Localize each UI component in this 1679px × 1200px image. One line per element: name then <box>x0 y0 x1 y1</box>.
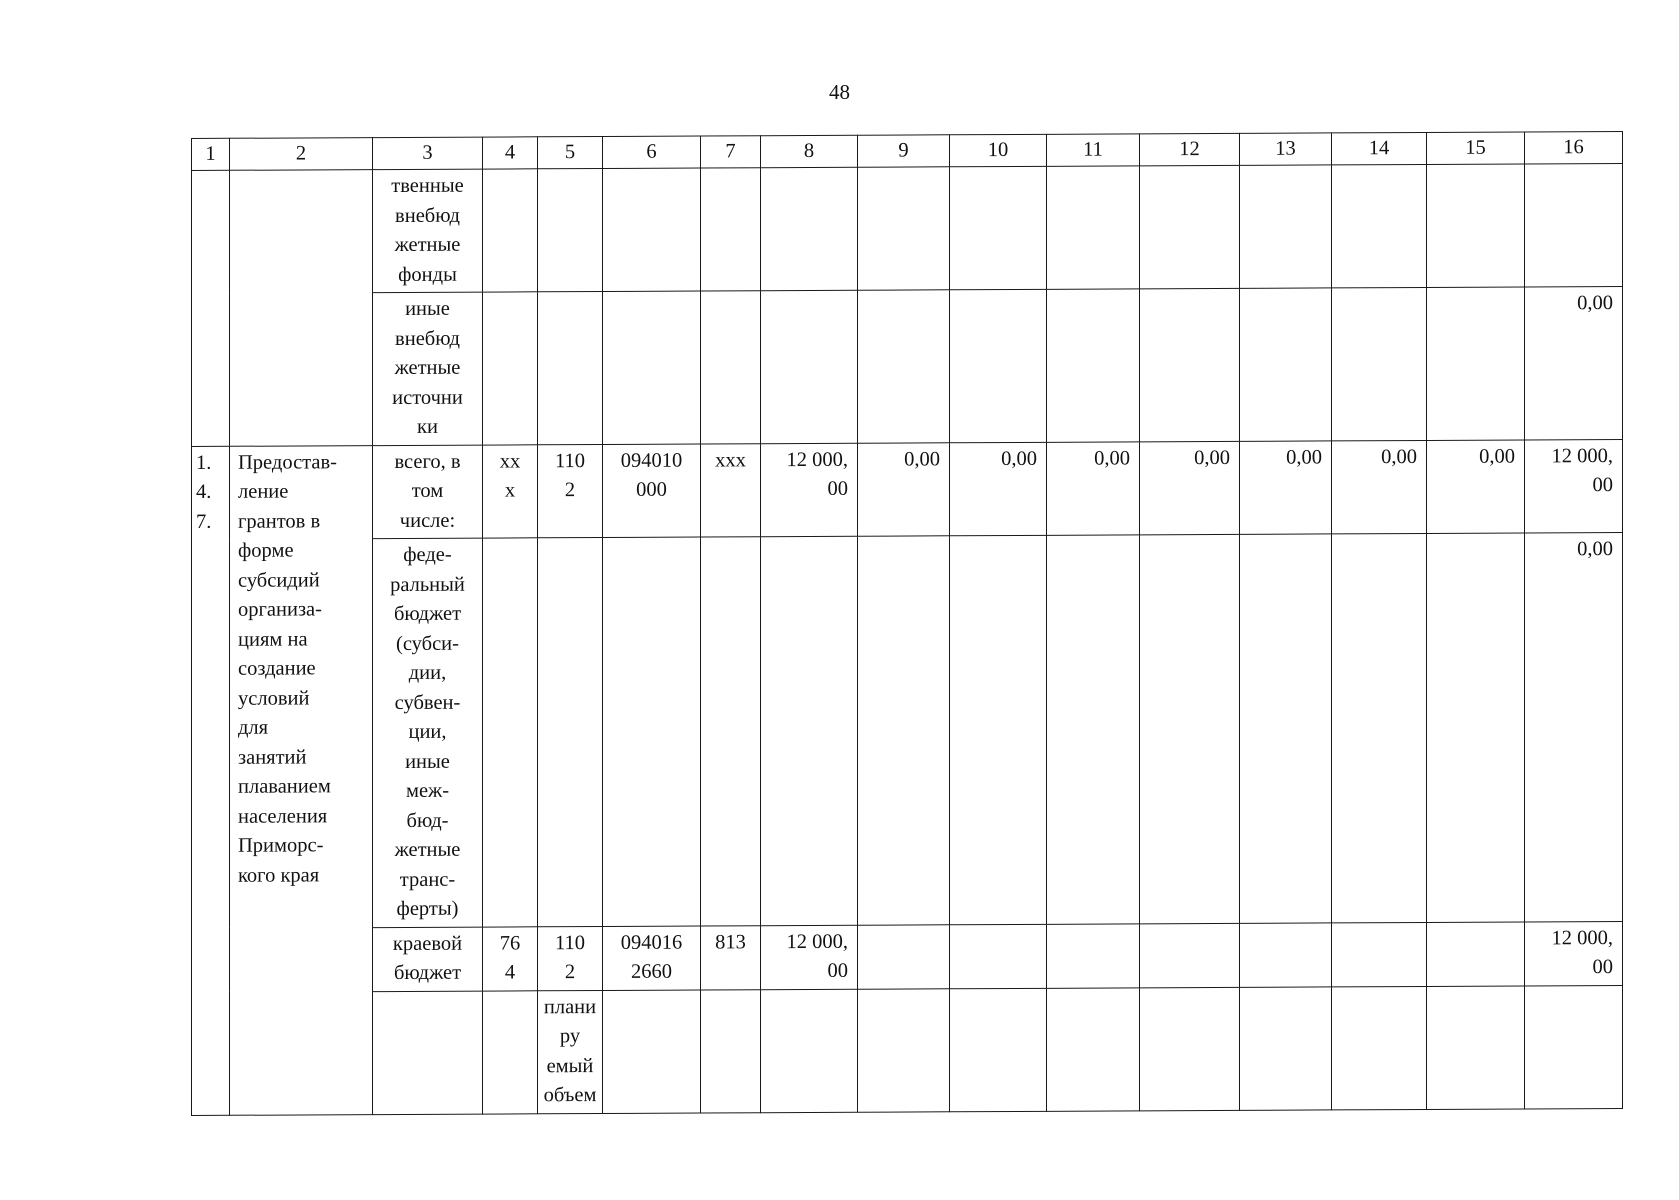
header-cell: 3 <box>373 137 483 170</box>
table-cell <box>1240 288 1332 441</box>
table-cell <box>858 924 950 988</box>
table-row <box>192 533 1623 928</box>
table-cell <box>1140 987 1240 1110</box>
table-cell <box>538 168 603 291</box>
table-cell <box>950 988 1047 1111</box>
funding-source-cell: феде- ральный бюджет (субси- дии, субвен- ции, иные меж- бюд- жетные транс- ферты) <box>373 538 483 927</box>
table-cell <box>1332 287 1427 440</box>
table-cell <box>1332 922 1427 986</box>
funding-source-cell: твенные внебюд жетные фонды <box>373 169 483 293</box>
table-cell <box>1240 986 1332 1109</box>
page-number: 48 <box>829 80 850 104</box>
table-cell <box>1332 986 1427 1109</box>
table-cell <box>603 168 701 291</box>
table-cell <box>483 538 538 927</box>
value-cell: 813 <box>701 925 761 989</box>
item-number-cell: 1. 4. 7. <box>192 446 230 1115</box>
table-cell <box>701 291 761 444</box>
table-cell <box>1047 987 1140 1110</box>
table-cell <box>950 166 1047 289</box>
table-cell <box>701 168 761 291</box>
header-cell: 8 <box>761 135 858 167</box>
header-cell: 6 <box>603 136 701 168</box>
table-cell <box>1047 923 1140 987</box>
value-cell: 110 2 <box>538 444 603 538</box>
value-cell: 094016 2660 <box>603 926 701 990</box>
table-cell <box>483 292 538 445</box>
table-cell <box>1047 289 1140 442</box>
value-cell: 12 000, 00 <box>1525 439 1623 533</box>
table-cell <box>858 536 950 925</box>
value-cell: 0,00 <box>1525 287 1623 440</box>
value-cell: 76 4 <box>483 926 538 990</box>
table-cell <box>701 537 761 926</box>
value-cell: ххх <box>701 443 761 537</box>
table-cell <box>1240 922 1332 986</box>
table-cell <box>858 290 950 443</box>
table-cell <box>1240 165 1332 288</box>
value-cell: 0,00 <box>1332 440 1427 534</box>
table-cell <box>950 924 1047 988</box>
table-row <box>192 921 1623 992</box>
value-cell: 0,00 <box>858 442 950 536</box>
funding-source-cell: краевой бюджет <box>373 927 483 992</box>
header-cell: 14 <box>1332 132 1427 164</box>
table-cell <box>230 170 373 446</box>
table-cell <box>1140 165 1240 288</box>
table-cell <box>761 989 858 1112</box>
table-cell <box>1427 287 1525 440</box>
value-cell: 0,00 <box>1427 439 1525 533</box>
table-cell <box>192 170 230 446</box>
header-cell: 1 <box>192 138 230 170</box>
funding-source-cell: всего, в том числе: <box>373 445 483 539</box>
table-cell <box>1525 164 1623 287</box>
value-cell: 110 2 <box>538 926 603 990</box>
header-cell: 5 <box>538 136 603 168</box>
table-row <box>192 287 1623 446</box>
value-cell: 0,00 <box>950 442 1047 536</box>
table-cell <box>1140 923 1240 987</box>
table-cell <box>1047 166 1140 289</box>
value-cell: 0,00 <box>1047 441 1140 535</box>
table-cell <box>761 290 858 443</box>
table-cell <box>950 289 1047 442</box>
table-cell <box>483 169 538 292</box>
table-cell <box>1240 534 1332 923</box>
table-cell <box>373 991 483 1115</box>
table-row <box>192 985 1623 1115</box>
item-name-cell: Предостав- ление грантов в форме субсидий организа- циям на создание условий для занятий плаванием населения Приморс- кого края <box>230 445 373 1115</box>
funding-source-cell: планиру емый объем <box>538 990 603 1113</box>
table-cell <box>1140 288 1240 441</box>
value-cell: 12 000, 00 <box>761 925 858 989</box>
table-row <box>192 164 1623 294</box>
header-cell: 13 <box>1240 133 1332 165</box>
header-cell: 11 <box>1047 134 1140 166</box>
table-cell <box>1427 164 1525 287</box>
table-cell <box>1140 534 1240 923</box>
table-row <box>192 439 1623 539</box>
table-cell <box>1427 921 1525 985</box>
value-cell: 094010 000 <box>603 444 701 538</box>
value-cell: 0,00 <box>1140 441 1240 535</box>
header-cell: 15 <box>1427 132 1525 164</box>
header-cell: 2 <box>230 138 373 171</box>
table-cell <box>761 167 858 290</box>
table-cell <box>1332 533 1427 922</box>
table-cell <box>538 291 603 444</box>
value-cell: 12 000, 00 <box>1525 921 1623 985</box>
header-cell: 10 <box>950 134 1047 166</box>
table-cell <box>538 537 603 926</box>
value-cell: 12 000, 00 <box>761 443 858 537</box>
value-cell: 0,00 <box>1525 533 1623 922</box>
value-cell: 0,00 <box>1240 440 1332 534</box>
table-cell <box>858 167 950 290</box>
header-cell: 12 <box>1140 133 1240 165</box>
table-cell <box>761 536 858 925</box>
table-cell <box>950 535 1047 924</box>
header-cell: 7 <box>701 136 761 168</box>
table-cell <box>701 989 761 1112</box>
table-cell <box>1427 533 1525 922</box>
header-cell: 16 <box>1525 132 1623 164</box>
table-cell <box>1047 535 1140 924</box>
table-cell <box>858 988 950 1111</box>
budget-table <box>191 131 1623 1115</box>
table-cell <box>603 537 701 926</box>
table-cell <box>1332 164 1427 287</box>
value-cell: хх х <box>483 444 538 538</box>
header-cell: 9 <box>858 135 950 167</box>
header-cell: 4 <box>483 137 538 169</box>
table-cell <box>603 291 701 444</box>
table-cell <box>603 990 701 1113</box>
table-cell <box>483 990 538 1113</box>
table-cell <box>1525 985 1623 1108</box>
funding-source-cell: иные внебюд жетные источни ки <box>373 292 483 445</box>
table-cell <box>1427 985 1525 1108</box>
